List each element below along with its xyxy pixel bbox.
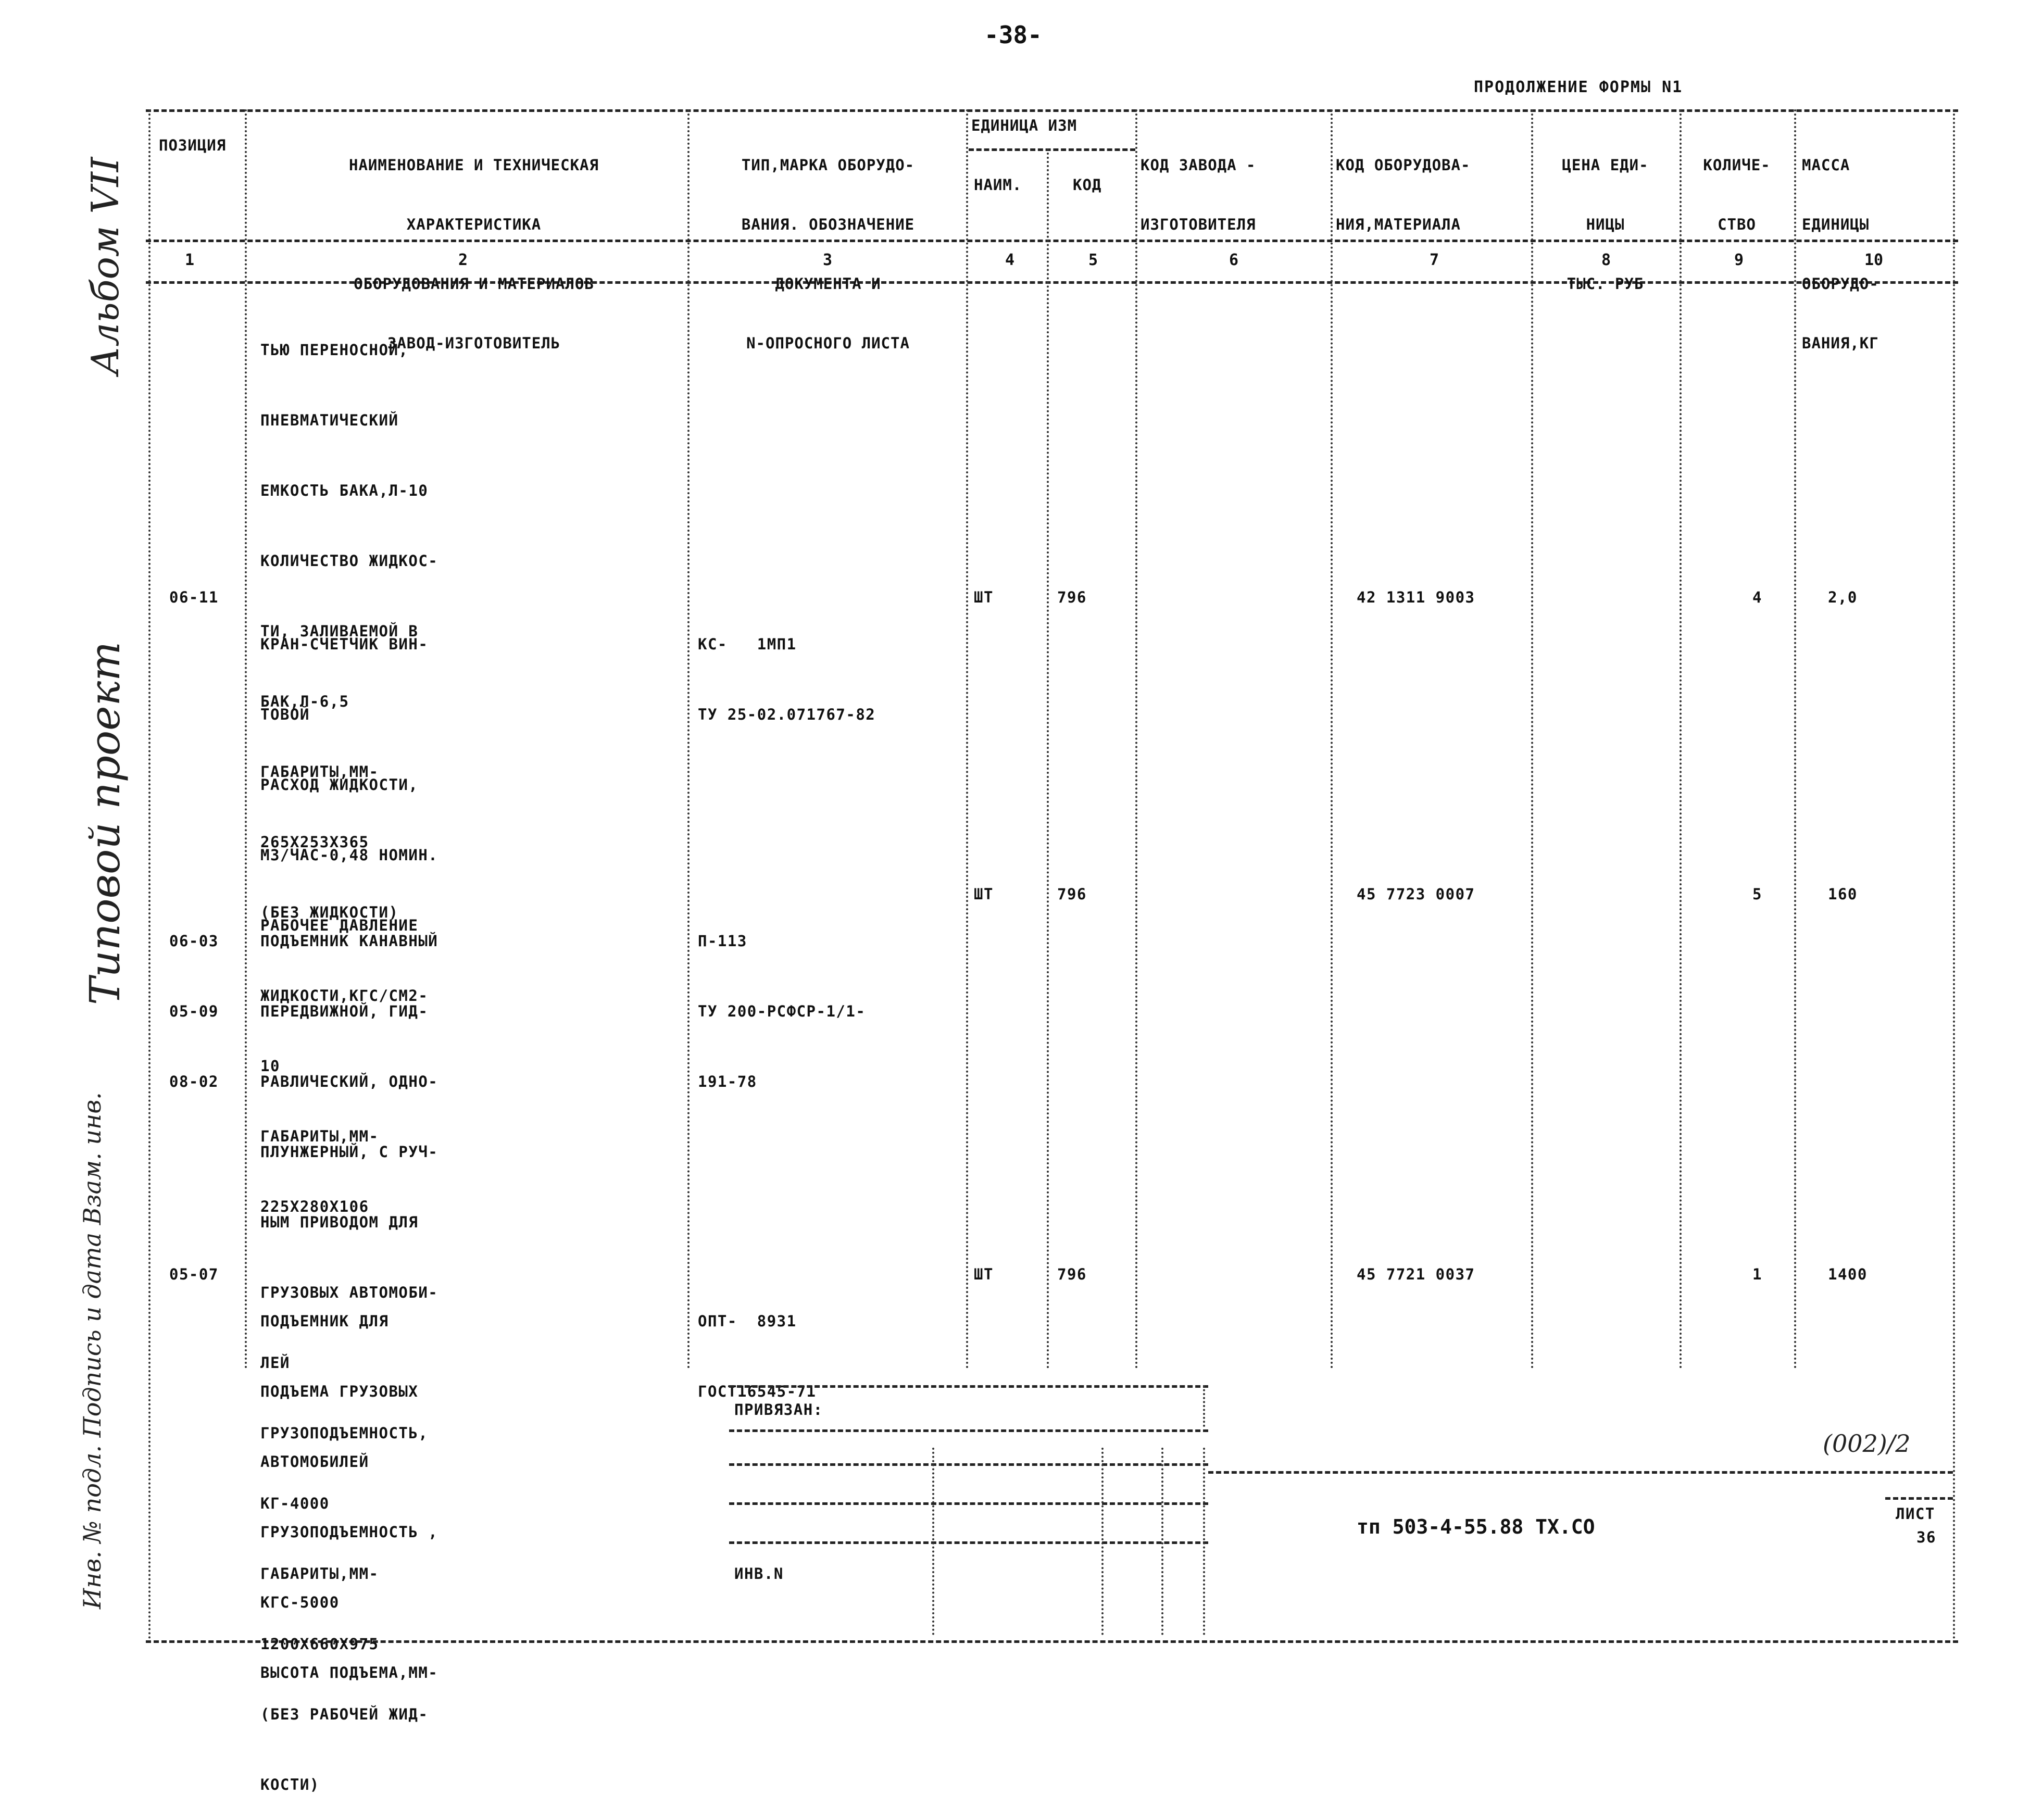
inventory-side-label: Инв. № подл. Подпись и дата Взам. инв.: [78, 1092, 106, 1609]
col-number-1: 1: [185, 251, 195, 269]
col-number-7: 7: [1430, 251, 1439, 269]
continuation-label: ПРОДОЛЖЕНИЕ ФОРМЫ N1: [1474, 78, 1683, 96]
stamp-top-rule: [729, 1385, 1208, 1388]
col-number-6: 6: [1229, 251, 1239, 269]
sheet-rule: [1885, 1497, 1953, 1500]
page-number: -38-: [984, 21, 1042, 49]
stamp-code-rule: [1208, 1471, 1953, 1474]
col-number-3: 3: [823, 251, 833, 269]
header-position: ПОЗИЦИЯ: [159, 136, 227, 154]
table-row-3-equipment-code: 45 7721 0037: [1357, 1265, 1475, 1283]
table-top-rule: [146, 109, 1958, 112]
stamp-rule-2: [729, 1463, 1208, 1466]
stamp-inventory-label: ИНВ.N: [734, 1565, 784, 1583]
col-number-9: 9: [1734, 251, 1744, 269]
table-row-3-quantity: 1: [1752, 1265, 1762, 1283]
col-sep-3: [966, 109, 968, 1370]
table-row-1-quantity: 4: [1752, 588, 1762, 606]
album-side-label: Альбом VII: [83, 157, 127, 375]
col-number-4: 4: [1005, 251, 1015, 269]
stamp-sep-2: [1101, 1448, 1104, 1635]
header-mass: МАССА ЕДИНИЦЫ ОБОРУДО- ВАНИЯ,КГ: [1802, 156, 1879, 352]
table-row-3-unit-code: 796: [1057, 1265, 1087, 1283]
col-sep-right: [1953, 109, 1955, 1640]
stamp-sep-1: [932, 1448, 934, 1635]
table-row-1-unit-code: 796: [1057, 588, 1087, 606]
header-unit-name: НАИМ.: [974, 176, 1022, 194]
table-row-2-description: ПОДЪЕМНИК КАНАВНЫЙ ПЕРЕДВИЖНОЙ, ГИД- РАВЛИЧЕСКИЙ, ОДНО- ПЛУНЖЕРНЫЙ, С РУЧ- НЫМ ПРИВОДОМ ДЛЯ ГРУЗОВЫХ АВТОМОБИ- ЛЕЙ ГРУЗОПОДЪЕМНОСТЬ, КГ-4000 ГАБАРИТЫ,ММ- 1200Х660Х975 (БЕЗ РАБОЧЕЙ ЖИД- КОСТИ): [260, 932, 438, 1793]
col-sep-6: [1331, 109, 1333, 1370]
sheet-label: ЛИСТ: [1896, 1505, 1935, 1523]
stamp-attached-label: ПРИВЯЗАН:: [734, 1401, 823, 1419]
project-side-label: Типовой проект: [81, 641, 129, 1005]
table-row-1-equipment-code: 42 1311 9003: [1357, 588, 1475, 606]
stamp-sep-3: [1161, 1448, 1163, 1635]
table-row-1-description: КРАН-СЧЕТЧИК ВИН- ТОВОЙ РАСХОД ЖИДКОСТИ, М3/ЧАС-0,48 НОМИН. РАБОЧЕЕ ДАВЛЕНИЕ ЖИДКОСТИ,КГС/СМ2- 10 ГАБАРИТЫ,ММ- 225Х280Х106: [260, 635, 438, 1215]
col-sep-8: [1680, 109, 1682, 1370]
stamp-rule-4: [729, 1541, 1208, 1544]
handwritten-reference: (002)/2: [1823, 1429, 1911, 1458]
stamp-sep-4: [1203, 1448, 1205, 1635]
col-sep-4: [1047, 148, 1049, 1370]
col-sep-left: [148, 109, 151, 1640]
stamp-attached-end: [1203, 1385, 1205, 1427]
col-sep-7: [1531, 109, 1533, 1370]
col-sep-2: [687, 109, 690, 1370]
header-maker-code: КОД ЗАВОДА - ИЗГОТОВИТЕЛЯ: [1141, 156, 1256, 233]
header-price: ЦЕНА ЕДИ- НИЦЫ ТЫС. РУБ: [1562, 156, 1649, 293]
header-type: ТИП,МАРКА ОБОРУДО- ВАНИЯ. ОБОЗНАЧЕНИЕ ДОКУМЕНТА И N-ОПРОСНОГО ЛИСТА: [741, 156, 915, 352]
col-number-8: 8: [1601, 251, 1611, 269]
table-row-2-quantity: 5: [1752, 885, 1762, 903]
header-unit-group: ЕДИНИЦА ИЗМ: [971, 117, 1077, 134]
col-number-5: 5: [1088, 251, 1098, 269]
table-row-3-position: 05-07: [169, 1265, 219, 1283]
table-row-3-type: ОПТ- 8931 ГОСТ16545-71: [698, 1312, 817, 1400]
col-number-10: 10: [1864, 251, 1884, 269]
table-row-3-unit: ШТ: [974, 1265, 994, 1283]
sheet-number: 36: [1916, 1528, 1936, 1546]
table-row-2-unit: ШТ: [974, 885, 994, 903]
header-equipment-code: КОД ОБОРУДОВА- НИЯ,МАТЕРИАЛА: [1336, 156, 1471, 233]
table-row-3-description: ПОДЪЕМНИК ДЛЯ ПОДЪЕМА ГРУЗОВЫХ АВТОМОБИЛЕЙ ГРУЗОПОДЪЕМНОСТЬ , КГС-5000 ВЫСОТА ПОДЪЕМА,ММ-: [260, 1312, 438, 1681]
table-row-1-type: КС- 1МП1 ТУ 25-02.071767-82: [698, 635, 876, 723]
table-row-3-mass: 1400: [1828, 1265, 1868, 1283]
document-code: тп 503-4-55.88 ТХ.СО: [1357, 1515, 1595, 1538]
table-row-2-equipment-code: 45 7723 0007: [1357, 885, 1475, 903]
stamp-rule-3: [729, 1502, 1208, 1505]
table-row-2-mass: 160: [1828, 885, 1858, 903]
col-sep-9: [1794, 109, 1796, 1370]
col-sep-5: [1135, 109, 1137, 1370]
table-row-1-position: 06-11: [169, 588, 219, 606]
table-row-1-mass: 2,0: [1828, 588, 1858, 606]
table-row-2-unit-code: 796: [1057, 885, 1087, 903]
header-unit-code: КОД: [1073, 176, 1102, 194]
unit-group-rule: [969, 148, 1135, 151]
table-row-1-unit: ШТ: [974, 588, 994, 606]
col-number-2: 2: [458, 251, 468, 269]
col-sep-1: [245, 109, 247, 1370]
table-row-0-description: ТЬЮ ПЕРЕНОСНОЙ, ПНЕВМАТИЧЕСКИЙ ЕМКОСТЬ БАКА,Л-10 КОЛИЧЕСТВО ЖИДКОС- ТИ, ЗАЛИВАЕМОЙ В БАК,Л-6,5 ГАБАРИТЫ,ММ- 265Х253Х365 (БЕЗ ЖИДКОСТИ): [260, 341, 438, 921]
table-row-2-position: 06-03 05-09 08-02: [169, 932, 219, 1090]
header-name: НАИМЕНОВАНИЕ И ТЕХНИЧЕСКАЯ ХАРАКТЕРИСТИКА ОБОРУДОВАНИЯ И МАТЕРИАЛОВ ЗАВОД-ИЗГОТОВИТЕЛЬ: [349, 156, 599, 352]
table-row-2-type: П-113 ТУ 200-РСФСР-1/1- 191-78: [698, 932, 866, 1090]
stamp-rule-1: [729, 1429, 1208, 1432]
header-quantity: КОЛИЧЕ- СТВО: [1703, 156, 1771, 233]
